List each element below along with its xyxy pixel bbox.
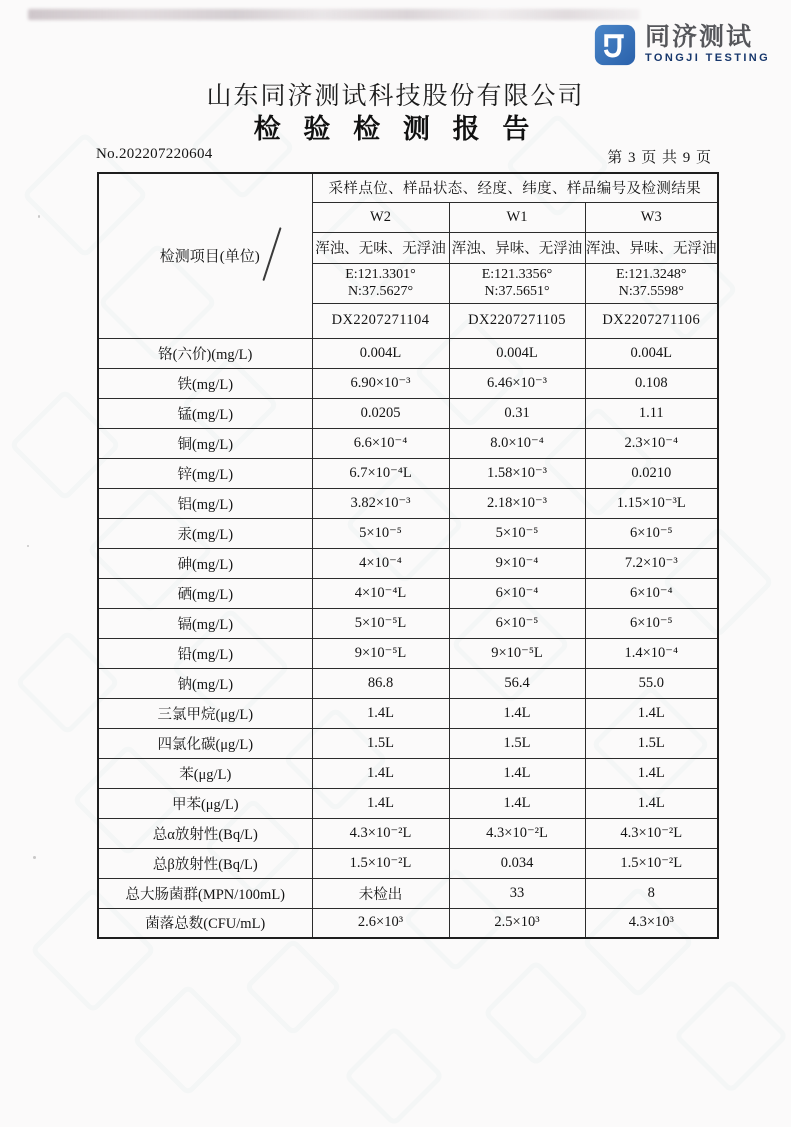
- scan-speck: [38, 215, 40, 218]
- result-row: [98, 548, 718, 578]
- result-row: [98, 578, 718, 608]
- result-row: [98, 368, 718, 398]
- scan-speck: [33, 856, 36, 859]
- result-value: 0.004L: [449, 338, 585, 368]
- result-value: 1.4L: [585, 758, 718, 788]
- result-value: 9×10⁻⁴: [449, 548, 585, 578]
- result-value: 9×10⁻⁵L: [312, 638, 449, 668]
- result-value: 0.108: [585, 368, 718, 398]
- result-value: 2.5×10³: [449, 908, 585, 938]
- result-value: 0.004L: [585, 338, 718, 368]
- result-row: [98, 428, 718, 458]
- result-row: [98, 608, 718, 638]
- result-value: 1.11: [585, 398, 718, 428]
- meta-row: [0, 146, 791, 166]
- parameter-name: 铝(mg/L): [98, 488, 312, 518]
- result-value: 56.4: [449, 668, 585, 698]
- result-value: 5×10⁻⁵: [449, 518, 585, 548]
- result-value: 1.4L: [585, 788, 718, 818]
- result-value: 8.0×10⁻⁴: [449, 428, 585, 458]
- result-value: 1.5×10⁻²L: [585, 848, 718, 878]
- sample-code: DX2207271106: [585, 303, 718, 338]
- result-value: 1.4L: [449, 788, 585, 818]
- results-table: [97, 172, 719, 939]
- parameter-name: 苯(μg/L): [98, 758, 312, 788]
- result-row: [98, 758, 718, 788]
- result-value: 4.3×10³: [585, 908, 718, 938]
- watermark-stamp: [131, 983, 244, 1096]
- result-value: 2.3×10⁻⁴: [585, 428, 718, 458]
- report-title: 检 验 检 测 报 告: [253, 114, 538, 144]
- sample-state: 浑浊、异味、无浮油: [585, 232, 718, 263]
- result-row: [98, 638, 718, 668]
- result-value: 0.034: [449, 848, 585, 878]
- latitude: N:37.5627°: [347, 284, 414, 299]
- result-value: 1.5×10⁻²L: [312, 848, 449, 878]
- result-value: 3.82×10⁻³: [312, 488, 449, 518]
- result-value: 1.4×10⁻⁴: [585, 638, 718, 668]
- result-value: 6×10⁻⁴: [585, 578, 718, 608]
- header-rows: [98, 173, 718, 338]
- sample-code: DX2207271104: [312, 303, 449, 338]
- result-value: 4×10⁻⁴L: [312, 578, 449, 608]
- result-value: 1.4L: [312, 788, 449, 818]
- result-row: [98, 518, 718, 548]
- scan-smudge: [28, 9, 640, 20]
- result-value: 6×10⁻⁴: [449, 578, 585, 608]
- result-row: [98, 848, 718, 878]
- result-value: 6.46×10⁻³: [449, 368, 585, 398]
- parameter-name: 镉(mg/L): [98, 608, 312, 638]
- result-value: 1.58×10⁻³: [449, 458, 585, 488]
- result-value: 8: [585, 878, 718, 908]
- result-value: 1.4L: [312, 698, 449, 728]
- parameter-name: 硒(mg/L): [98, 578, 312, 608]
- tongji-logo: [594, 24, 770, 66]
- parameter-name: 四氯化碳(μg/L): [98, 728, 312, 758]
- brand-name-en: TONGJI TESTING: [645, 52, 771, 64]
- result-value: 6.7×10⁻⁴L: [312, 458, 449, 488]
- watermark-stamp: [482, 959, 589, 1066]
- result-row: [98, 488, 718, 518]
- diagonal-divider: [262, 227, 281, 281]
- longitude: E:121.3356°: [481, 267, 553, 282]
- result-value: 5×10⁻⁵: [312, 518, 449, 548]
- span-header: 采样点位、样品状态、经度、纬度、样品编号及检测结果: [312, 173, 718, 202]
- result-value: 9×10⁻⁵L: [449, 638, 585, 668]
- parameter-name: 菌落总数(CFU/mL): [98, 908, 312, 938]
- watermark-stamp: [673, 978, 789, 1094]
- latitude: N:37.5598°: [618, 284, 684, 299]
- parameter-name: 总β放射性(Bq/L): [98, 848, 312, 878]
- sample-code: DX2207271105: [449, 303, 585, 338]
- sample-coordinates: [585, 263, 718, 303]
- parameter-name: 铬(六价)(mg/L): [98, 338, 312, 368]
- brand-name-cn: 同济测试: [645, 23, 754, 51]
- parameter-name: 铁(mg/L): [98, 368, 312, 398]
- result-value: 0.31: [449, 398, 585, 428]
- result-value: 4.3×10⁻²L: [449, 818, 585, 848]
- sample-coordinates: [312, 263, 449, 303]
- parameter-name: 三氯甲烷(μg/L): [98, 698, 312, 728]
- latitude: N:37.5651°: [484, 284, 550, 299]
- parameter-name: 铅(mg/L): [98, 638, 312, 668]
- result-value: 33: [449, 878, 585, 908]
- result-value: 6×10⁻⁵: [585, 608, 718, 638]
- result-value: 0.0205: [312, 398, 449, 428]
- result-value: 1.4L: [449, 698, 585, 728]
- watermark-stamp: [244, 938, 343, 1037]
- page-indicator: 第 3 页 共 9 页: [607, 150, 712, 166]
- result-row: [98, 458, 718, 488]
- result-value: 55.0: [585, 668, 718, 698]
- result-value: 2.18×10⁻³: [449, 488, 585, 518]
- parameter-name: 甲苯(μg/L): [98, 788, 312, 818]
- company-title: 山东同济测试科技股份有限公司: [206, 83, 585, 110]
- parameter-name: 总大肠菌群(MPN/100mL): [98, 878, 312, 908]
- result-value: 未检出: [312, 878, 449, 908]
- result-value: 6×10⁻⁵: [449, 608, 585, 638]
- sample-state: 浑浊、无味、无浮油: [312, 232, 449, 263]
- result-value: 5×10⁻⁵L: [312, 608, 449, 638]
- result-row: [98, 398, 718, 428]
- parameter-name: 钠(mg/L): [98, 668, 312, 698]
- result-row: [98, 698, 718, 728]
- report-number: No.202207220604: [96, 146, 213, 162]
- longitude: E:121.3248°: [615, 267, 687, 282]
- result-value: 7.2×10⁻³: [585, 548, 718, 578]
- result-row: [98, 728, 718, 758]
- sample-coordinates: [449, 263, 585, 303]
- result-value: 1.4L: [585, 698, 718, 728]
- result-value: 86.8: [312, 668, 449, 698]
- result-value: 1.5L: [312, 728, 449, 758]
- scan-speck: [27, 545, 29, 547]
- sample-state: 浑浊、异味、无浮油: [449, 232, 585, 263]
- parameter-name: 锰(mg/L): [98, 398, 312, 428]
- corner-label: 检测项目(单位): [159, 249, 260, 266]
- sample-id: W1: [449, 202, 585, 232]
- result-value: 6.90×10⁻³: [312, 368, 449, 398]
- result-row: [98, 788, 718, 818]
- tongji-logo-icon: [594, 24, 636, 66]
- result-row: [98, 908, 718, 938]
- parameter-name: 砷(mg/L): [98, 548, 312, 578]
- parameter-name: 汞(mg/L): [98, 518, 312, 548]
- result-value: 4.3×10⁻²L: [585, 818, 718, 848]
- results-body: [98, 338, 718, 938]
- result-row: [98, 878, 718, 908]
- result-row: [98, 338, 718, 368]
- corner-cell: [98, 173, 312, 338]
- watermark-stamp: [343, 1025, 445, 1127]
- result-value: 2.6×10³: [312, 908, 449, 938]
- result-value: 1.5L: [585, 728, 718, 758]
- result-value: 1.4L: [449, 758, 585, 788]
- sample-id: W2: [312, 202, 449, 232]
- result-value: 6.6×10⁻⁴: [312, 428, 449, 458]
- sample-id: W3: [585, 202, 718, 232]
- result-row: [98, 668, 718, 698]
- parameter-name: 铜(mg/L): [98, 428, 312, 458]
- longitude: E:121.3301°: [345, 267, 416, 282]
- result-value: 4×10⁻⁴: [312, 548, 449, 578]
- result-value: 4.3×10⁻²L: [312, 818, 449, 848]
- result-row: [98, 818, 718, 848]
- result-value: 6×10⁻⁵: [585, 518, 718, 548]
- parameter-name: 锌(mg/L): [98, 458, 312, 488]
- result-value: 1.5L: [449, 728, 585, 758]
- result-value: 1.4L: [312, 758, 449, 788]
- result-value: 0.004L: [312, 338, 449, 368]
- parameter-name: 总α放射性(Bq/L): [98, 818, 312, 848]
- result-value: 1.15×10⁻³L: [585, 488, 718, 518]
- result-value: 0.0210: [585, 458, 718, 488]
